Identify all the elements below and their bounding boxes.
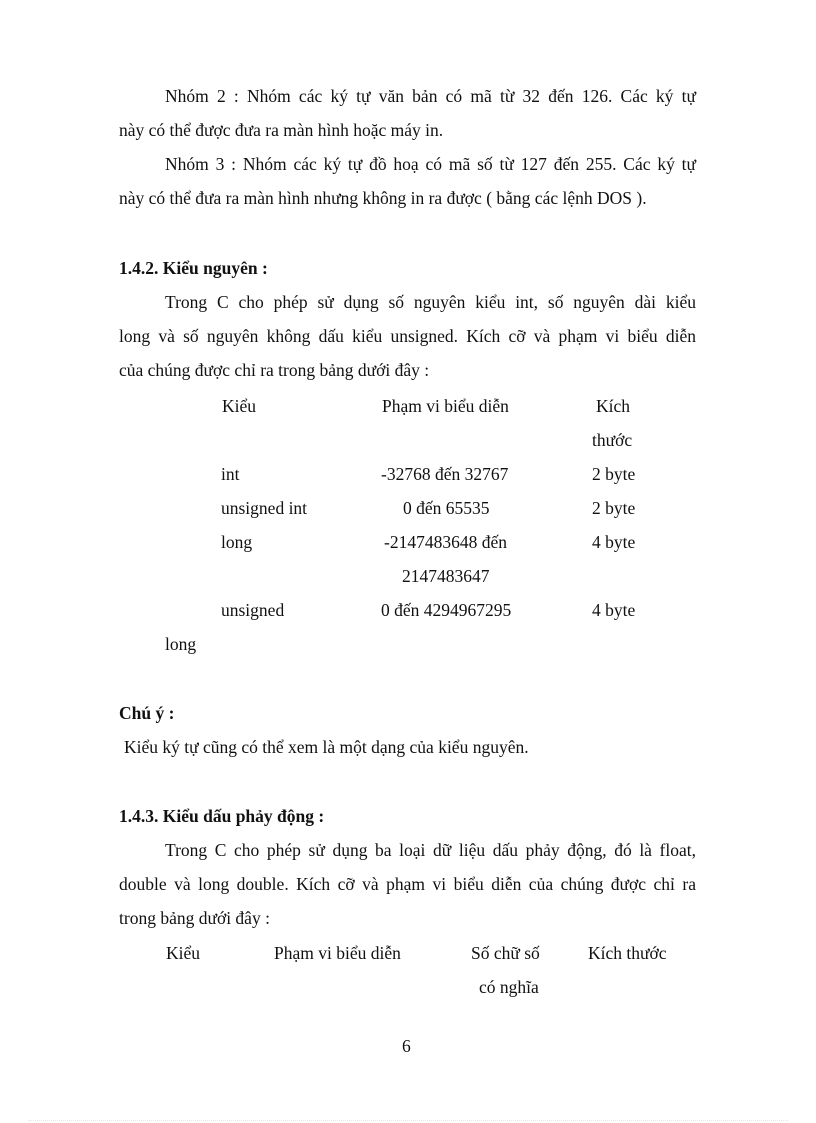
float-table-header-range: Phạm vi biểu diễn <box>274 943 401 963</box>
int-table-row-type: long <box>221 532 253 552</box>
page-bottom-divider <box>28 1120 788 1121</box>
group3-line1: Nhóm 3 : Nhóm các ký tự đồ hoạ có mã số từ 127 đến 255. Các ký tự <box>165 154 696 174</box>
int-table-row-range: 0 đến 65535 <box>403 498 490 518</box>
int-table-header-range: Phạm vi biểu diễn <box>382 396 509 416</box>
section-143-para-line3: trong bảng dưới đây : <box>119 908 270 928</box>
int-table-row-size: 2 byte <box>592 464 636 484</box>
int-table-header-size-line2: thước <box>592 430 633 450</box>
section-143-heading: 1.4.3. Kiểu dấu phảy động : <box>119 806 325 826</box>
section-142-para-line3: của chúng được chỉ ra trong bảng dưới đây : <box>119 360 430 380</box>
page-number: 6 <box>402 1036 411 1056</box>
section-143-para-line1: Trong C cho phép sử dụng ba loại dữ liệu dấu phảy động, đó là float, <box>165 840 696 860</box>
int-table-row-size: 4 byte <box>592 532 636 552</box>
int-table-row-size: 4 byte <box>592 600 636 620</box>
section-142-para-line1: Trong C cho phép sử dụng số nguyên kiểu int, số nguyên dài kiểu <box>165 292 696 312</box>
int-table-row-type-line2: long <box>165 634 197 654</box>
group3-line2: này có thể đưa ra màn hình nhưng không in ra được ( bằng các lệnh DOS ). <box>119 188 647 208</box>
group2-line1: Nhóm 2 : Nhóm các ký tự văn bản có mã từ 32 đến 126. Các ký tự <box>165 86 696 106</box>
int-table-row-range: 0 đến 4294967295 <box>381 600 512 620</box>
section-143-para-line2: double và long double. Kích cỡ và phạm vi biểu diễn của chúng được chỉ ra <box>119 874 696 894</box>
int-table-row-type: unsigned <box>221 600 285 620</box>
int-table-header-size-line1: Kích <box>596 396 631 416</box>
float-table-header-digits-line1: Số chữ số <box>471 943 540 963</box>
float-table-header-type: Kiểu <box>166 943 201 963</box>
int-table-row-type: unsigned int <box>221 498 308 518</box>
int-table-header-type: Kiểu <box>222 396 257 416</box>
float-table-header-size: Kích thước <box>588 943 667 963</box>
note-text: Kiểu ký tự cũng có thể xem là một dạng của kiểu nguyên. <box>124 737 529 757</box>
int-table-row-range: -2147483648 đến <box>384 532 507 552</box>
section-142-para-line2: long và số nguyên không dấu kiểu unsigned. Kích cỡ và phạm vi biểu diễn <box>119 326 696 346</box>
int-table-row-type: int <box>221 464 240 484</box>
group2-line2: này có thể được đưa ra màn hình hoặc máy in. <box>119 120 444 140</box>
int-table-row-range: -32768 đến 32767 <box>381 464 509 484</box>
int-table-row-size: 2 byte <box>592 498 636 518</box>
note-heading: Chú ý : <box>119 703 175 723</box>
section-142-heading: 1.4.2. Kiểu nguyên : <box>119 258 268 278</box>
float-table-header-digits-line2: có nghĩa <box>479 977 539 997</box>
int-table-row-range-line2: 2147483647 <box>402 566 490 586</box>
